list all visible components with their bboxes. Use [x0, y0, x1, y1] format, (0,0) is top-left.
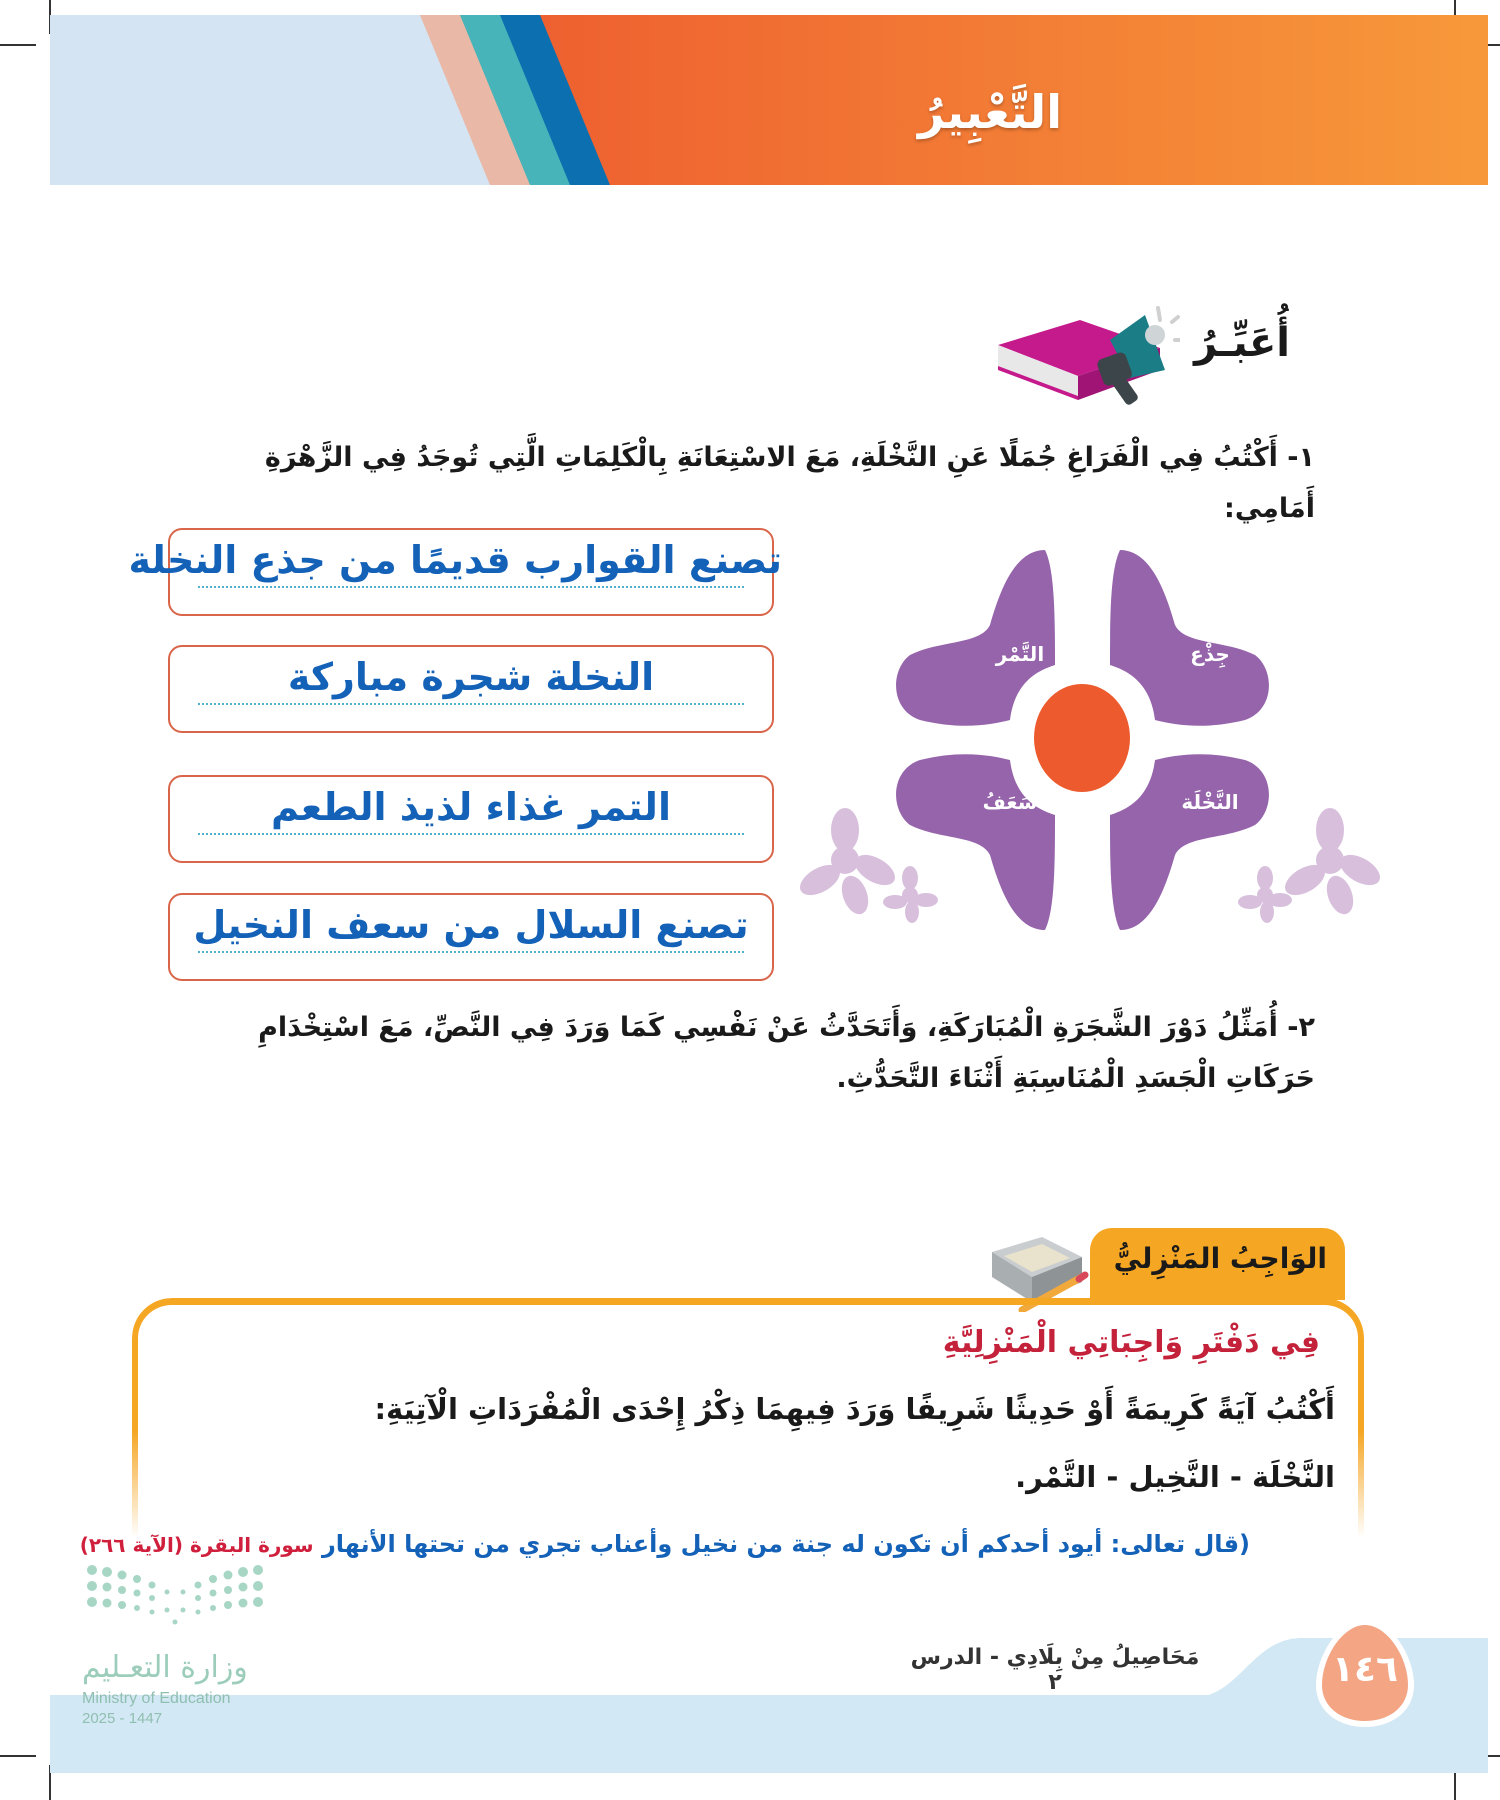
- answer-field-2[interactable]: [168, 645, 774, 733]
- section-title: أُعَبِّـرُ: [1194, 320, 1290, 366]
- flower-center: [1034, 684, 1130, 792]
- petal-label-dates: التَّمْر: [995, 642, 1045, 666]
- section-heading: [990, 300, 1320, 410]
- answer-text: النخلة شجرة مباركة: [287, 655, 655, 699]
- petal-label-palm: النَّخْلَة: [1181, 790, 1239, 814]
- question-2-text: ٢- أُمَثِّلُ دَوْرَ الشَّجَرَةِ الْمُبَارَكَةِ، وَأَتَحَدَّثُ عَنْ نَفْسِي كَمَا وَرَدَ فِي النَّصِّ، مَعَ اسْتِخْدَامِ حَرَكَاتِ الْجَسَدِ الْمُنَاسِبَةِ أَثْنَاءَ التَّحَدُّثِ.: [258, 1012, 1315, 1095]
- word-flower-diagram: [800, 530, 1400, 950]
- homework-instruction: أَكْتُبُ آيَةً كَرِيمَةً أَوْ حَدِيثًا شَرِيفًا وَرَدَ فِيهِمَا ذِكْرُ إِحْدَى الْمُفْرَدَاتِ الْآتِيَةِ:: [374, 1392, 1335, 1426]
- dotted-line: [198, 951, 744, 953]
- lesson-label: مَحَاصِيلُ مِنْ بِلَادِي - الدرس ٢: [910, 1645, 1200, 1695]
- ministry-name-english: Ministry of Education: [82, 1690, 231, 1707]
- ministry-logo-icon: [80, 1560, 280, 1640]
- homework-words: النَّخْلَة - النَّخِيل - التَّمْر.: [1015, 1460, 1335, 1494]
- answer-field-1[interactable]: [128, 528, 782, 616]
- answer-text: تصنع القوارب قديمًا من جذع النخلة: [128, 538, 782, 582]
- question-1-text: ١- أَكْتُبُ فِي الْفَرَاغِ جُمَلًا عَنِ النَّخْلَةِ، مَعَ الاسْتِعَانَةِ بِالْكَلِمَاتِ الَّتِي تُوجَدُ فِي الزَّهْرَةِ أَمَامِي:: [264, 442, 1315, 525]
- decor-flower-icon: [800, 808, 1385, 923]
- homework-tab: [1090, 1228, 1345, 1300]
- footer-band: [50, 1695, 1488, 1773]
- crop-mark: [0, 44, 36, 46]
- crop-mark: [0, 1755, 36, 1757]
- flower-petals: [800, 530, 1400, 950]
- answer-text: تصنع السلال من سعف النخيل: [193, 903, 749, 947]
- quote-text: (قال تعالى: أيود أحدكم أن تكون له جنة من نخيل وأعناب تجري من تحتها الأنهار: [321, 1530, 1250, 1558]
- dotted-line: [198, 703, 744, 705]
- answer-text: التمر غذاء لذيذ الطعم: [271, 785, 671, 829]
- petal-label-fronds: سَعَفُ: [982, 790, 1038, 814]
- answer-field-3[interactable]: [168, 775, 774, 863]
- answer-field-4[interactable]: [168, 893, 774, 981]
- page-title: التَّعْبِيرُ: [918, 85, 1062, 139]
- page-number-badge: [1310, 1615, 1420, 1730]
- homework-title: الوَاجِبُ المَنْزِليُّ: [1113, 1242, 1327, 1275]
- dotted-line: [198, 586, 744, 588]
- banner-stripes: [50, 15, 1488, 185]
- dotted-line: [198, 833, 744, 835]
- homework-answer: [80, 1530, 1250, 1558]
- quote-reference: سورة البقرة (الآية ٢٦٦): [79, 1533, 314, 1557]
- book-megaphone-icon: [990, 300, 1180, 410]
- academic-year: 2025 - 1447: [82, 1710, 163, 1727]
- page-number: ١٤٦: [1332, 1649, 1398, 1690]
- homework-subtitle: فِي دَفْتَرِ وَاجِبَاتِي الْمَنْزِلِيَّةِ: [942, 1325, 1320, 1360]
- ministry-name-arabic: وزارة التعـليم: [82, 1650, 248, 1685]
- petal-label-trunk: جِذْع: [1190, 642, 1230, 666]
- header-banner: [50, 15, 1488, 185]
